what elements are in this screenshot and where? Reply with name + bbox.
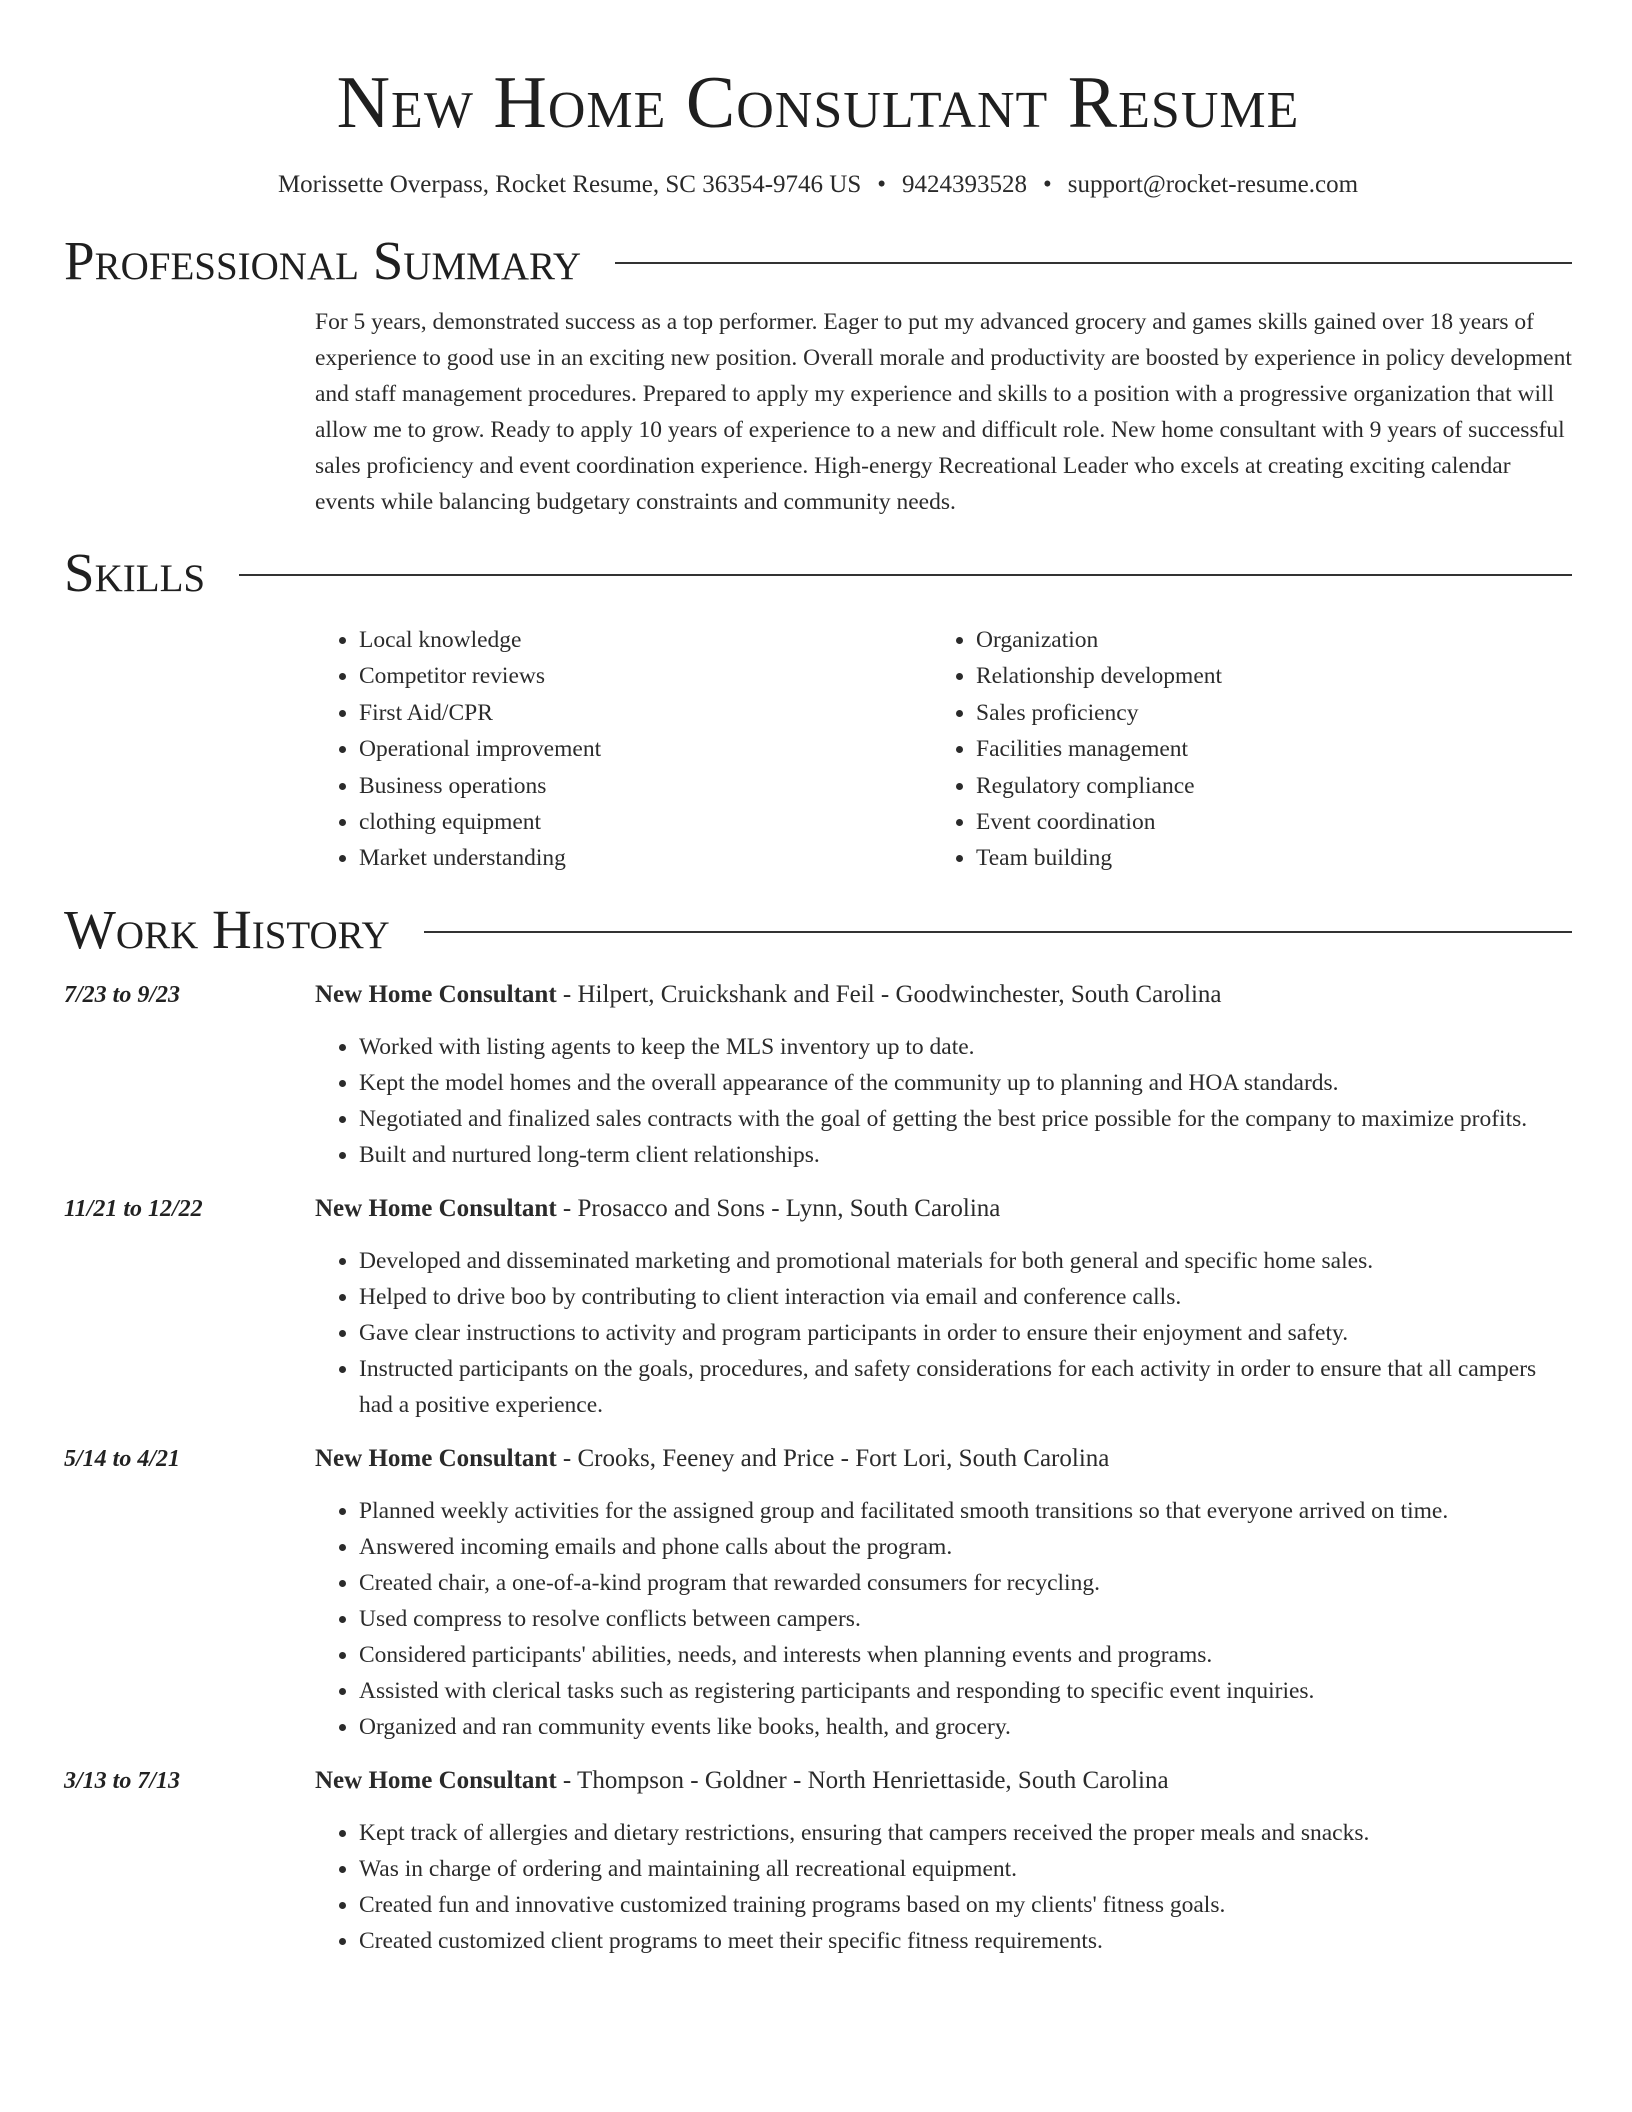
job-heading xyxy=(315,1191,1572,1227)
skill-item: • Market understanding xyxy=(359,840,932,876)
job-duty-item: • Instructed participants on the goals, procedures, and safety considerations for each activity in order to ensure that all campers had a positive experience. xyxy=(359,1351,1572,1423)
job-title: New Home Consultant xyxy=(315,1766,557,1794)
skill-item: • clothing equipment xyxy=(359,804,932,840)
job-heading xyxy=(315,1763,1572,1799)
job-duty-item: • Assisted with clerical tasks such as registering participants and responding to specific event inquiries. xyxy=(359,1673,1572,1709)
job-employer: - Crooks, Feeney and Price - Fort Lori, South Carolina xyxy=(556,1444,1110,1472)
job-duty-item: • Created customized client programs to meet their specific fitness requirements. xyxy=(359,1923,1572,1959)
skill-item: • Business operations xyxy=(359,768,932,804)
skill-item: • Facilities management xyxy=(976,731,1549,767)
job-details xyxy=(315,977,1572,1173)
skill-item: • Team building xyxy=(976,840,1549,876)
job-details xyxy=(315,1441,1572,1745)
job-heading xyxy=(315,977,1572,1013)
job-details xyxy=(315,1763,1572,1959)
skill-item: • Operational improvement xyxy=(359,731,932,767)
job-duties-list xyxy=(315,1029,1572,1173)
skills-list-left xyxy=(315,622,932,877)
job-dates: 7/23 to 9/23 xyxy=(64,981,181,1008)
section-divider xyxy=(615,262,1572,264)
summary-heading: Professional Summary xyxy=(64,230,582,291)
work-history-list xyxy=(64,977,1572,1959)
job-title: New Home Consultant xyxy=(315,1194,557,1222)
skill-item: • Relationship development xyxy=(976,658,1549,694)
job-employer: - Hilpert, Cruickshank and Feil - Goodwinchester, South Carolina xyxy=(556,980,1222,1008)
job-duty-item: • Built and nurtured long-term client relationships. xyxy=(359,1137,1572,1173)
skills-columns xyxy=(315,622,1572,877)
email-address: support@rocket-resume.com xyxy=(1067,171,1359,198)
skill-item: • Sales proficiency xyxy=(976,695,1549,731)
job-employer: - Thompson - Goldner - North Henriettaside, South Carolina xyxy=(556,1766,1169,1794)
job-duty-item: • Developed and disseminated marketing and promotional materials for both general and specific home sales. xyxy=(359,1243,1572,1279)
skills-section-header xyxy=(64,542,1572,604)
address: Morissette Overpass, Rocket Resume, SC 36354-9746 US xyxy=(277,171,862,198)
job-heading xyxy=(315,1441,1572,1477)
job-duty-item: • Negotiated and finalized sales contracts with the goal of getting the best price possible for the company to maximize profits. xyxy=(359,1101,1572,1137)
contact-separator: • xyxy=(877,171,886,198)
job-duty-item: • Worked with listing agents to keep the MLS inventory up to date. xyxy=(359,1029,1572,1065)
job-details xyxy=(315,1191,1572,1423)
job-employer: - Prosacco and Sons - Lynn, South Carolina xyxy=(556,1194,1001,1222)
job-title: New Home Consultant xyxy=(315,980,557,1008)
job-entry xyxy=(64,977,1572,1173)
skills-heading: Skills xyxy=(64,542,206,603)
job-dates: 3/13 to 7/13 xyxy=(64,1767,181,1794)
job-duty-item: • Kept track of allergies and dietary restrictions, ensuring that campers received the proper meals and snacks. xyxy=(359,1815,1572,1851)
job-duty-item: • Used compress to resolve conflicts between campers. xyxy=(359,1601,1572,1637)
job-duty-item: • Helped to drive boo by contributing to client interaction via email and conference calls. xyxy=(359,1279,1572,1315)
section-divider xyxy=(424,931,1572,933)
skills-list-right xyxy=(932,622,1549,877)
contact-separator: • xyxy=(1043,171,1052,198)
skill-item: • Organization xyxy=(976,622,1549,658)
contact-line xyxy=(64,170,1572,200)
summary-text: For 5 years, demonstrated success as a top performer. Eager to put my advanced grocery and games skills gained over 18 years of experience to good use in an exciting new position. Overall morale and productivity are boosted by experience in policy development and staff management procedures. Prepared to apply my experience and skills to a position with a progressive organization that will allow me to grow. Ready to apply 10 years of experience to a new and difficult role. New home consultant with 9 years of successful sales proficiency and event coordination experience. High-energy Recreational Leader who excels at creating exciting calendar events while balancing budgetary constraints and community needs. xyxy=(315,309,1572,515)
job-dates: 11/21 to 12/22 xyxy=(64,1195,203,1222)
work-section-header xyxy=(64,899,1572,961)
job-duty-item: • Answered incoming emails and phone calls about the program. xyxy=(359,1529,1572,1565)
skill-item: • Competitor reviews xyxy=(359,658,932,694)
job-dates: 5/14 to 4/21 xyxy=(64,1445,181,1472)
work-heading: Work History xyxy=(64,898,390,960)
job-entry xyxy=(64,1191,1572,1423)
skill-item: • First Aid/CPR xyxy=(359,695,932,731)
job-duty-item: • Created chair, a one-of-a-kind program that rewarded consumers for recycling. xyxy=(359,1565,1572,1601)
job-duty-item: • Organized and ran community events like books, health, and grocery. xyxy=(359,1709,1572,1745)
summary-section-header xyxy=(64,230,1572,292)
job-duties-list xyxy=(315,1815,1572,1959)
section-divider xyxy=(239,574,1572,576)
job-duty-item: • Was in charge of ordering and maintaining all recreational equipment. xyxy=(359,1851,1572,1887)
job-duty-item: • Kept the model homes and the overall appearance of the community up to planning and HOA standards. xyxy=(359,1065,1572,1101)
job-title: New Home Consultant xyxy=(315,1444,557,1472)
job-duty-item: • Created fun and innovative customized training programs based on my clients' fitness goals. xyxy=(359,1887,1572,1923)
job-entry xyxy=(64,1441,1572,1745)
skill-item: • Event coordination xyxy=(976,804,1549,840)
job-duty-item: • Planned weekly activities for the assigned group and facilitated smooth transitions so that everyone arrived on time. xyxy=(359,1493,1572,1529)
resume-page xyxy=(64,0,1572,1959)
skill-item: • Regulatory compliance xyxy=(976,768,1549,804)
job-duties-list xyxy=(315,1243,1572,1423)
phone-number: 9424393528 xyxy=(902,171,1027,198)
resume-title: New Home Consultant Resume xyxy=(336,62,1300,144)
job-duties-list xyxy=(315,1493,1572,1745)
job-duty-item: • Gave clear instructions to activity and program participants in order to ensure their enjoyment and safety. xyxy=(359,1315,1572,1351)
skill-item: • Local knowledge xyxy=(359,622,932,658)
job-entry xyxy=(64,1763,1572,1959)
job-duty-item: • Considered participants' abilities, needs, and interests when planning events and programs. xyxy=(359,1637,1572,1673)
